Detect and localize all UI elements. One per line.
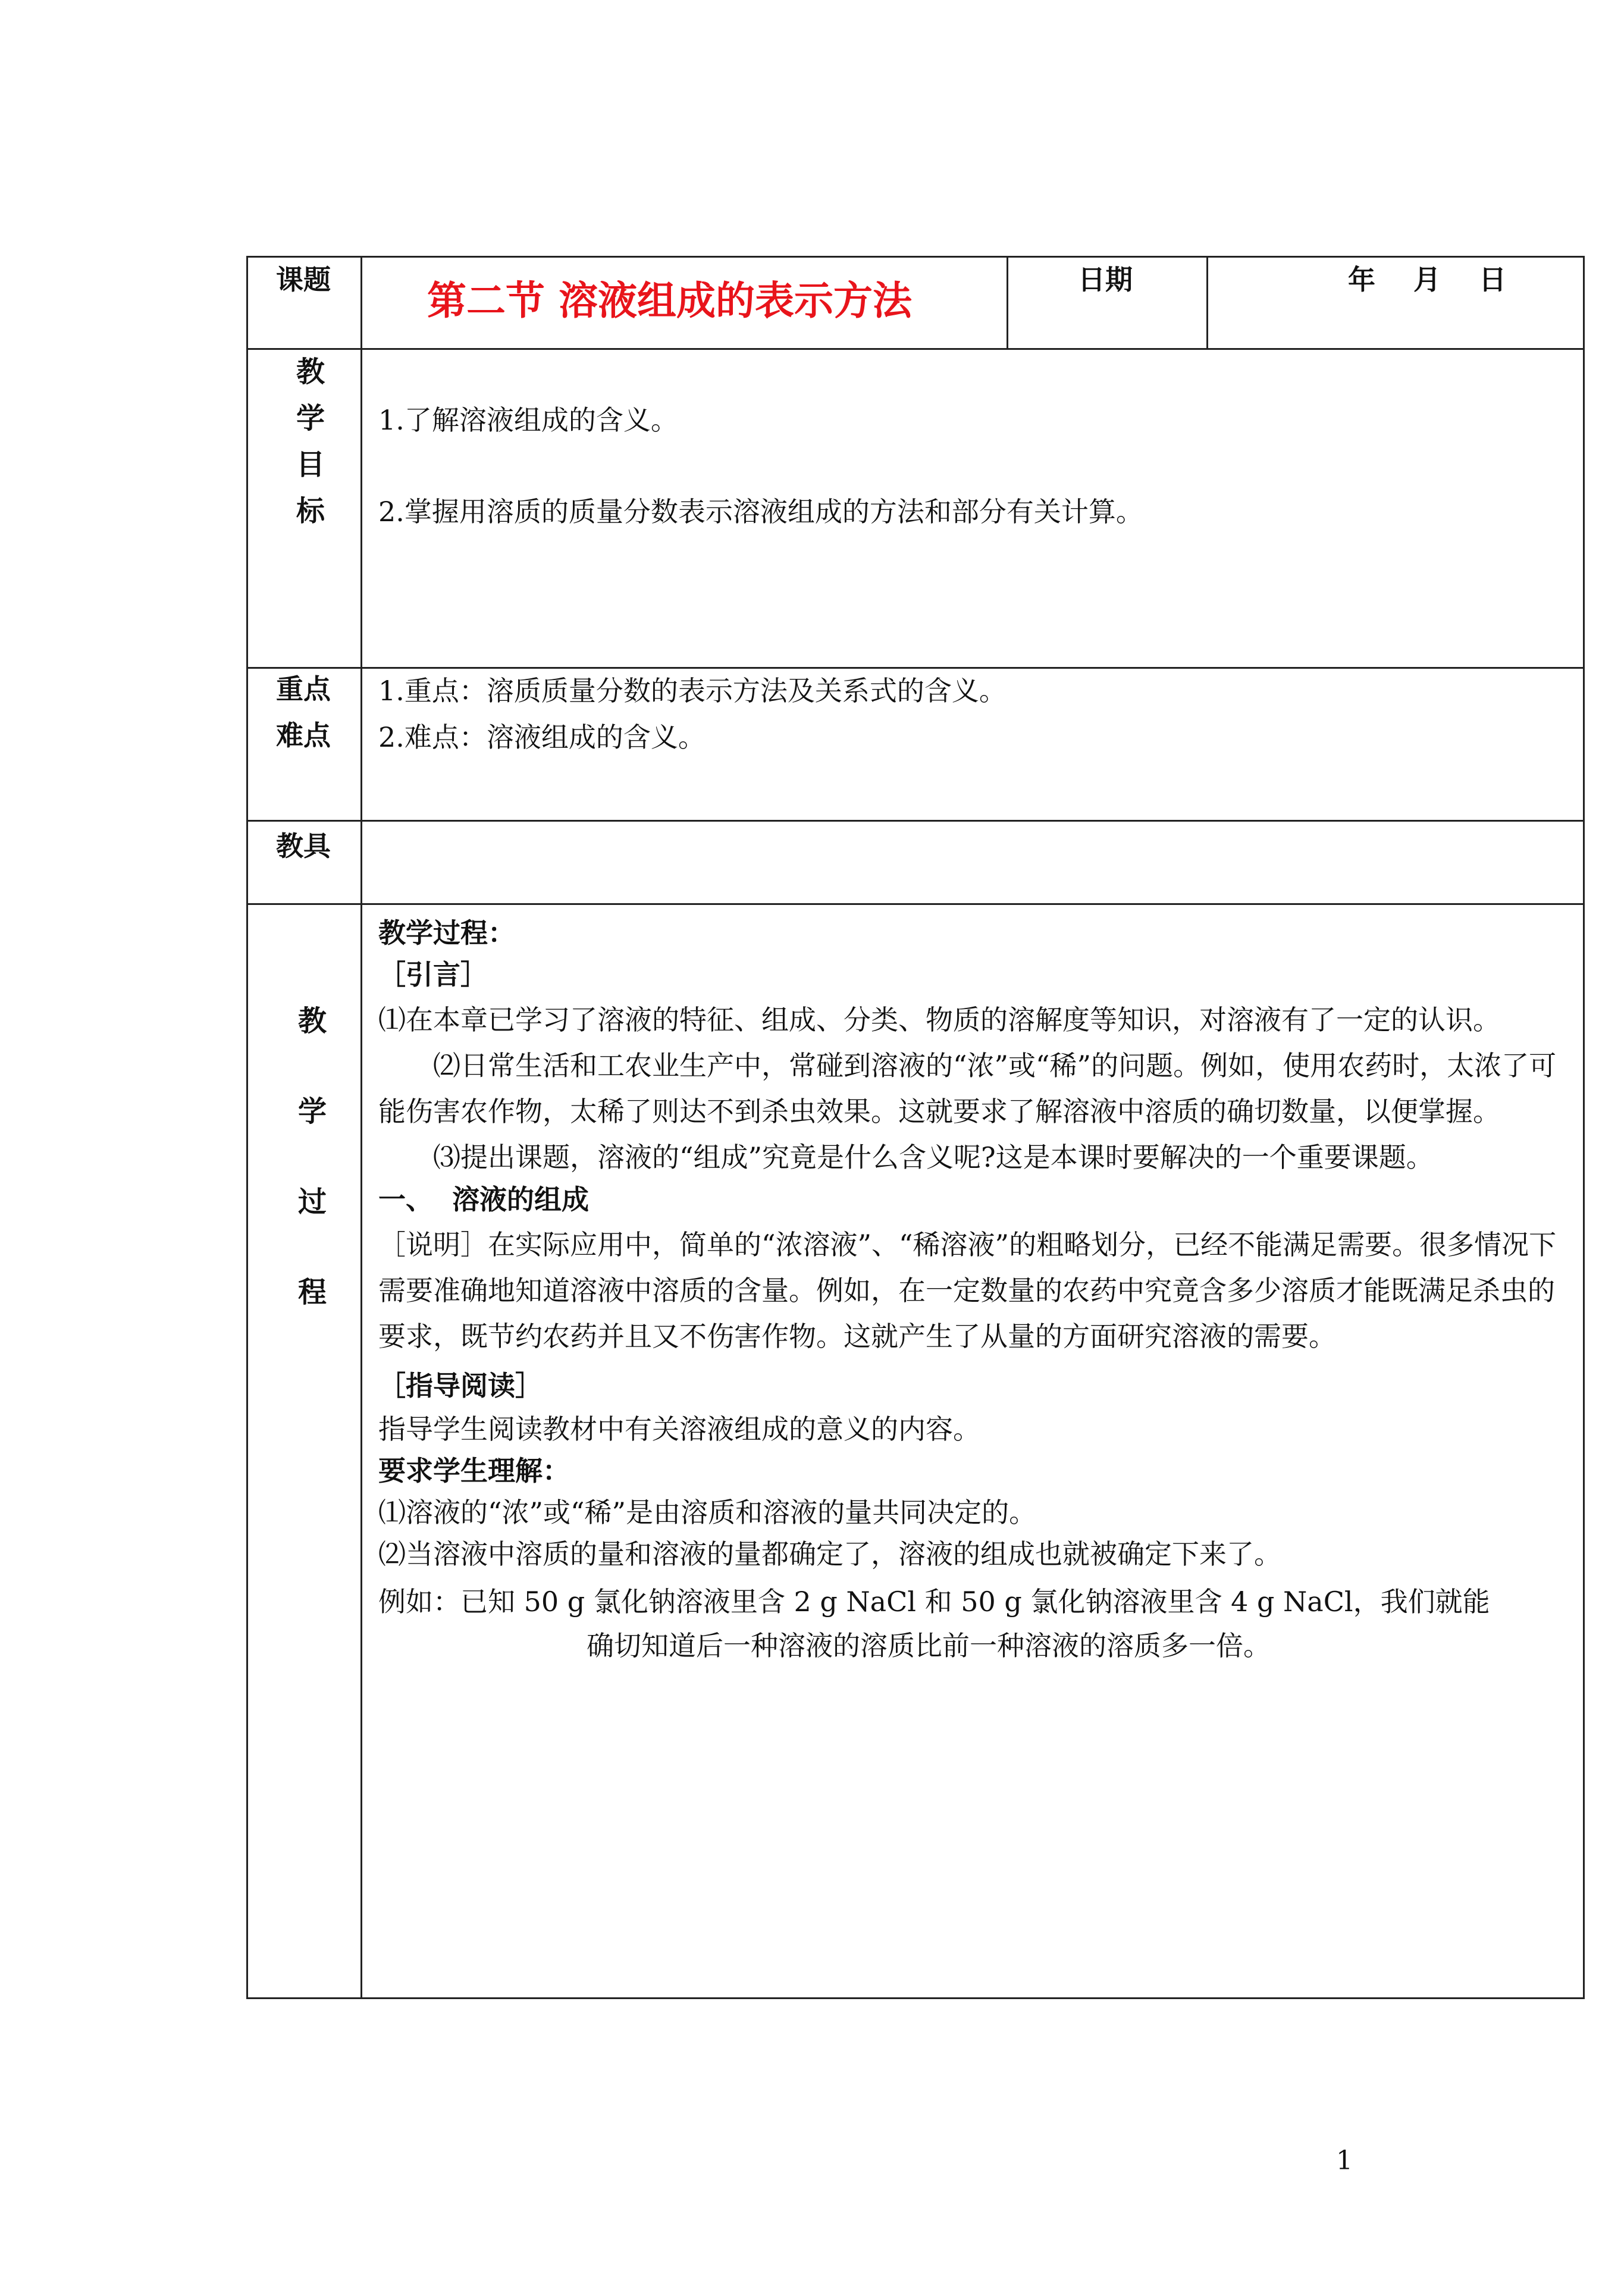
objective-item: 2.掌握用溶质的质量分数表示溶液组成的方法和部分有关计算。 bbox=[378, 496, 1143, 528]
objectives-label-char: 目 bbox=[296, 448, 325, 481]
lesson-title: 第二节 溶液组成的表示方法 bbox=[427, 278, 912, 324]
section-heading: 一、 溶液的组成 bbox=[378, 1183, 590, 1216]
objectives-label-char: 教 bbox=[296, 355, 325, 389]
key-point-item: 1.重点：溶质质量分数的表示方法及关系式的含义。 bbox=[378, 675, 1007, 707]
objective-item: 1.了解溶液组成的含义。 bbox=[378, 404, 678, 436]
guide-text: 指导学生阅读教材中有关溶液组成的意义的内容。 bbox=[378, 1413, 980, 1445]
key-points-label-line: 重点 bbox=[276, 673, 331, 705]
intro-paragraph-2: ⑵日常生活和工农业生产中，常碰到溶液的“浓”或“稀”的问题。例如，使用农药时，太浓了可能伤害农作物，太稀了则达不到杀虫效果。这就要求了解溶液中溶质的确切数量，以便掌握。 bbox=[378, 1050, 1557, 1127]
process-label-char: 学 bbox=[297, 1095, 327, 1128]
understand-item: ⑴溶液的“浓”或“稀”是由溶质和溶液的量共同决定的。 bbox=[378, 1496, 1037, 1528]
key-points-label bbox=[276, 671, 331, 753]
intro-tag: ［引言］ bbox=[378, 959, 488, 991]
subject-label: 课题 bbox=[276, 264, 331, 296]
process-label-char: 过 bbox=[297, 1185, 327, 1219]
example-line: 例如：已知 50 g 氯化钠溶液里含 2 g NaCl 和 50 g 氯化钠溶液里含 4 g NaCl，我们就能 bbox=[378, 1586, 1490, 1618]
explain-paragraph: ［说明］在实际应用中，简单的“浓溶液”、“稀溶液”的粗略划分，已经不能满足需要。很多情况下需要准确地知道溶液中溶质的含量。例如，在一定数量的农药中究竟含多少溶质才能既满足杀虫的要求，既节约农药并且又不伤害作物。这就产生了从量的方面研究溶液的需要。 bbox=[378, 1229, 1557, 1352]
objectives-label-char: 标 bbox=[296, 494, 325, 528]
understand-item: ⑵当溶液中溶质的量和溶液的量都确定了，溶液的组成也就被确定下来了。 bbox=[378, 1538, 1281, 1570]
understand-heading: 要求学生理解： bbox=[378, 1455, 570, 1487]
process-label-char: 教 bbox=[297, 1004, 327, 1038]
key-point-item: 2.难点：溶液组成的含义。 bbox=[378, 721, 706, 753]
date-label: 日期 bbox=[1078, 264, 1133, 296]
intro-paragraph-1: ⑴在本章已学习了溶液的特征、组成、分类、物质的溶解度等知识，对溶液有了一定的认识。 bbox=[378, 1004, 1500, 1036]
intro-paragraph-3: ⑶提出课题，溶液的“组成”究竟是什么含义呢?这是本课时要解决的一个重要课题。 bbox=[433, 1141, 1434, 1173]
tools-label: 教具 bbox=[276, 830, 331, 862]
guide-tag: ［指导阅读］ bbox=[378, 1370, 543, 1402]
example-line: 确切知道后一种溶液的溶质比前一种溶液的溶质多一倍。 bbox=[587, 1630, 1271, 1662]
process-content bbox=[378, 914, 1568, 1667]
page-number: 1 bbox=[1336, 2145, 1353, 2176]
key-points-label-line: 难点 bbox=[276, 719, 331, 751]
objectives-label bbox=[290, 352, 331, 538]
process-label bbox=[291, 1003, 333, 1365]
date-value: 年 月 日 bbox=[1348, 264, 1507, 296]
objectives-label-char: 学 bbox=[296, 402, 325, 435]
process-heading: 教学过程： bbox=[378, 917, 515, 949]
process-label-char: 程 bbox=[297, 1276, 327, 1309]
